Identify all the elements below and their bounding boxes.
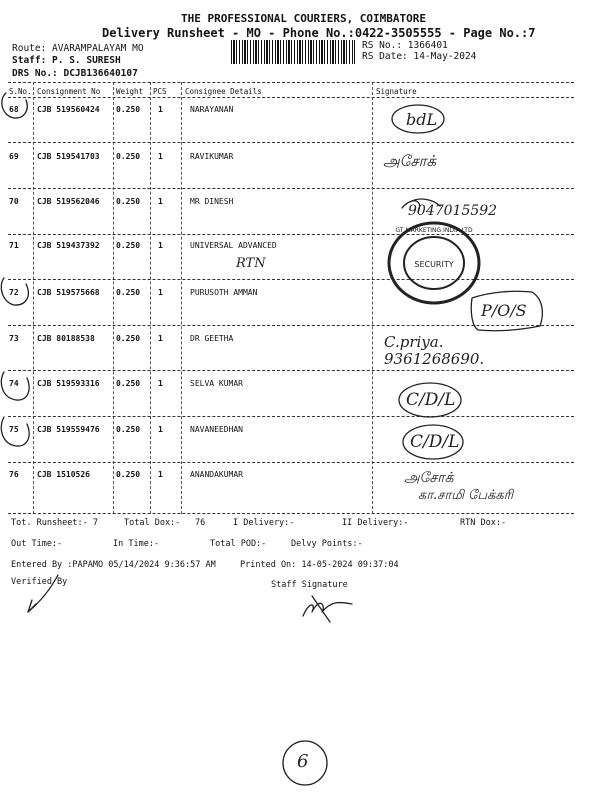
row-consignment: CJB 519575668: [37, 288, 100, 297]
row-sno: 74: [9, 379, 19, 388]
row-sno: 70: [9, 197, 19, 206]
col-consignment: Consignment No: [37, 87, 101, 96]
row-consignee: PURUSOTH AMMAN: [190, 288, 258, 297]
cdl-mark-75: C/D/L: [410, 432, 460, 452]
row-consignment: CJB 80188538: [37, 334, 95, 343]
row-sno: 76: [9, 470, 19, 479]
col-consignee: Consignee Details: [185, 87, 262, 96]
in-time: In Time:-: [113, 539, 160, 549]
row-consignment: CJB 519559476: [37, 425, 100, 434]
sig-row-73-name: C.priya.: [384, 333, 444, 351]
row-pcs: 1: [158, 152, 163, 161]
col-signature: Signature: [376, 87, 417, 96]
total-pod: Total POD:-: [210, 539, 267, 549]
stamp-text: GT MARKETING INDIA LTD: [395, 227, 473, 234]
page-number-circled: 6: [297, 751, 309, 772]
row-pcs: 1: [158, 197, 163, 206]
row-pcs: 1: [158, 241, 163, 250]
rtn-dox: RTN Dox:-: [460, 518, 507, 528]
rs-number: RS No.: 1366401: [362, 40, 448, 51]
row-weight: 0.250: [116, 288, 141, 297]
sig-row-76-line1: அசோக்: [404, 470, 454, 486]
tot-runsheet: Tot. Runsheet:- 7: [11, 518, 98, 528]
staff-label: Staff: P. S. SURESH: [12, 55, 121, 66]
row-weight: 0.250: [116, 152, 141, 161]
row-weight: 0.250: [116, 241, 141, 250]
delvy-points: Delvy Points:-: [291, 539, 363, 549]
printed-on: Printed On: 14-05-2024 09:37:04: [240, 560, 399, 570]
row-pcs: 1: [158, 425, 163, 434]
row-consignee: RAVIKUMAR: [190, 152, 234, 161]
row-pcs: 1: [158, 379, 163, 388]
total-dox-label: Total Dox:-: [124, 518, 181, 528]
verified-by: Verified By: [11, 577, 68, 587]
col-weight: Weight: [116, 87, 144, 96]
row-sno: 68: [9, 105, 19, 114]
row-weight: 0.250: [116, 470, 141, 479]
row-consignment: CJB 519560424: [37, 105, 100, 114]
row-pcs: 1: [158, 470, 163, 479]
ii-delivery: II Delivery:-: [342, 518, 409, 528]
row-sno: 72: [9, 288, 19, 297]
row-weight: 0.250: [116, 425, 141, 434]
total-dox-value: 76: [195, 518, 206, 528]
row-weight: 0.250: [116, 105, 141, 114]
runsheet-title: Delivery Runsheet - MO - Phone No.:0422-3505555 - Page No.:7: [102, 26, 536, 40]
row-pcs: 1: [158, 105, 163, 114]
row-consignee: NARAYANAN: [190, 105, 234, 114]
row-consignment: CJB 1510526: [37, 470, 90, 479]
sig-row-73-phone: 9361268690.: [384, 350, 485, 368]
row-consignee: ANANDAKUMAR: [190, 470, 243, 479]
row-weight: 0.250: [116, 379, 141, 388]
company-name: THE PROFESSIONAL COURIERS, COIMBATORE: [181, 12, 427, 25]
col-sno: S.No.: [9, 87, 32, 96]
sig-row-70-phone: 9047015592: [408, 203, 498, 219]
row-consignment: CJB 519541703: [37, 152, 100, 161]
row-sno: 73: [9, 334, 19, 343]
row-consignment: CJB 519562046: [37, 197, 100, 206]
entered-by: Entered By :PAPAMO 05/14/2024 9:36:57 AM: [11, 560, 216, 570]
pos-mark: P/O/S: [481, 301, 527, 320]
row-sno: 75: [9, 425, 19, 434]
staff-signature-label: Staff Signature: [271, 580, 348, 590]
rs-date: RS Date: 14-May-2024: [362, 51, 477, 62]
company-stamp: [386, 220, 482, 306]
row-weight: 0.250: [116, 197, 141, 206]
row-consignee: UNIVERSAL ADVANCED: [190, 241, 277, 250]
route-label: Route: AVARAMPALAYAM MO: [12, 43, 144, 54]
col-pcs: PCS: [153, 87, 167, 96]
row-consignee: DR GEETHA: [190, 334, 234, 343]
rtn-note: RTN: [236, 256, 266, 271]
row-pcs: 1: [158, 288, 163, 297]
row-consignee: MR DINESH: [190, 197, 234, 206]
row-consignment: CJB 519593316: [37, 379, 100, 388]
row-weight: 0.250: [116, 334, 141, 343]
row-consignee: NAVANEEDHAN: [190, 425, 243, 434]
sig-row-69: அசோக்: [383, 152, 437, 170]
row-consignee: SELVA KUMAR: [190, 379, 243, 388]
cdl-mark-74: C/D/L: [406, 390, 456, 410]
i-delivery: I Delivery:-: [233, 518, 295, 528]
row-pcs: 1: [158, 334, 163, 343]
stamp-sub: SECURITY: [414, 260, 454, 269]
out-time: Out Time:-: [11, 539, 63, 549]
sig-row-68: bdL: [406, 110, 438, 129]
row-sno: 69: [9, 152, 19, 161]
sig-row-76-line2: கா.சாமி பேக்கரி: [418, 488, 514, 503]
row-sno: 71: [9, 241, 19, 250]
drs-number: DRS No.: DCJB136640107: [12, 68, 138, 79]
row-consignment: CJB 519437392: [37, 241, 100, 250]
